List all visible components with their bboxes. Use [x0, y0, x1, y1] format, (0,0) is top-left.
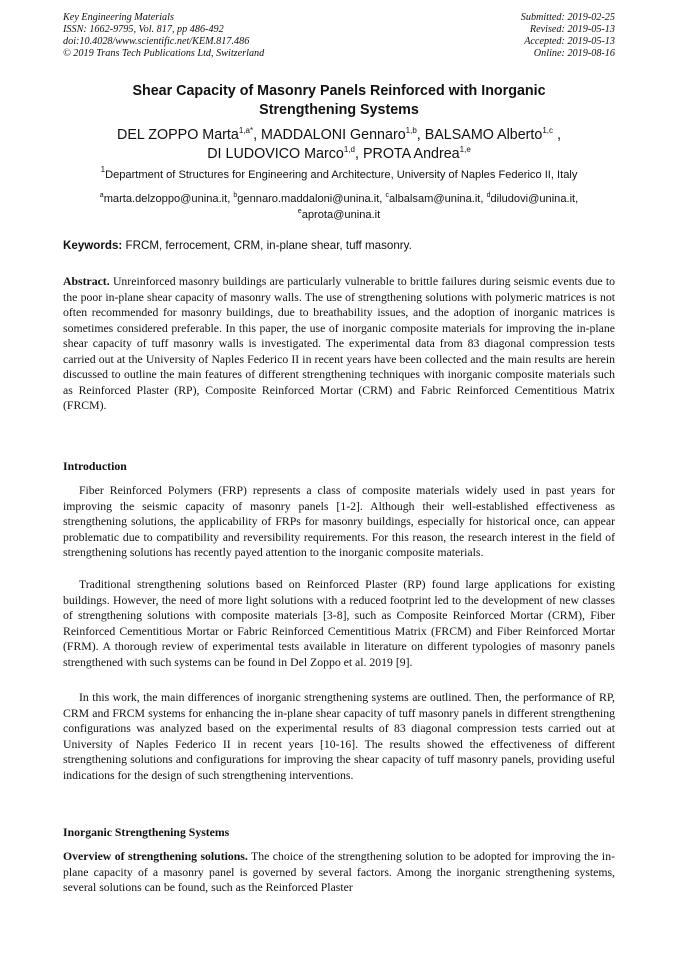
- online-date: Online: 2019-08-16: [533, 48, 615, 59]
- affiliation-mark: 1: [100, 165, 106, 174]
- intro-paragraph-3: In this work, the main differences of inorganic strengthening systems are outlined. Then, the performance of RP, CRM and FRCM systems for enhancing the in-plane shear capacity of tuff masonry panels in different strengthening configurations was analyzed based on the experimental results of 83 diagonal compression tests carried out at University of Naples Federico II in recent years [10-16]. The results showed the effectiveness of different strengthening solutions and configurations for improving the shear capacity of tuff masonry panels, providing useful indications for the design of such strengthening interventions.: [63, 691, 615, 782]
- author-separator: ,: [553, 127, 561, 143]
- copyright: © 2019 Trans Tech Publications Ltd, Switzerland: [63, 48, 265, 59]
- abstract-label: Abstract.: [63, 275, 110, 288]
- keywords: [63, 239, 615, 253]
- title-line-1: Shear Capacity of Masonry Panels Reinforced with Inorganic: [132, 83, 546, 99]
- author-name: DI LUDOVICO Marco: [207, 146, 344, 162]
- author-list: [63, 126, 615, 164]
- author-separator: ,: [416, 127, 425, 143]
- email-mark: a: [99, 192, 104, 199]
- abstract-text: Unreinforced masonry buildings are particularly vulnerable to brittle failures during seismic events due to the poor in-plane shear capacity of masonry walls. The use of strengthening solutions with polymeric matrices is not often recommended for masonry buildings, due to breathability issues, and the adoption of inorganic matrices is sometimes considered preferable. In this paper, the use of inorganic composite materials for improving the in-plane shear capacity of tuff masonry walls is investigated. The experimental data from 83 diagonal compression tests carried out at the University of Naples Federico II in recent years have been collected and the main results are herein discussed to outline the main features of different strengthening techniques with inorganic composite materials such as Reinforced Plaster (RP), Composite Reinforced Mortar (CRM) and Fabric Reinforced Cementitious Matrix (FRCM).: [63, 275, 615, 413]
- intro-paragraph-1: Fiber Reinforced Polymers (FRP) represents a class of composite materials widely used in past years for improving the seismic capacity of masonry panels [1-2]. Although their well-established effectiveness as strengthening solutions, the applicability of FRPs for masonry buildings, especially for historical once, can appear problematic due to compatibility and reversibility requirements. For this reason, the research interest in the field of strengthening solutions has recently payed attention to the inorganic composite materials.: [63, 484, 615, 560]
- email-mark: b: [233, 192, 238, 199]
- author-affil-mark: 1,d: [343, 145, 355, 154]
- header-right: [521, 12, 615, 60]
- author-name: MADDALONI Gennaro: [261, 127, 406, 143]
- affiliation: [63, 165, 615, 182]
- revised-date: Revised: 2019-05-13: [529, 24, 615, 35]
- author-affil-mark: 1,a*: [238, 126, 254, 135]
- header-left: [63, 12, 264, 60]
- author-separator: ,: [253, 127, 262, 143]
- author-affil-mark: 1,e: [459, 145, 471, 154]
- subsection-lead: Overview of strengthening solutions.: [63, 850, 248, 863]
- inorganic-paragraph-1: [63, 849, 615, 896]
- email-mark: d: [486, 192, 491, 199]
- keywords-text: FRCM, ferrocement, CRM, in-plane shear, tuff masonry.: [122, 239, 412, 252]
- email-link[interactable]: albalsam@unina.it,: [388, 193, 487, 205]
- title-line-2: Strengthening Systems: [259, 102, 419, 118]
- email-link[interactable]: marta.delzoppo@unina.it,: [103, 193, 234, 205]
- affiliation-text: Department of Structures for Engineering and Architecture, University of Naples Federico II, Italy: [105, 169, 578, 181]
- doi: doi:10.4028/www.scientific.net/KEM.817.486: [63, 36, 250, 47]
- section-heading-inorganic: Inorganic Strengthening Systems: [63, 826, 230, 839]
- email-mark: c: [385, 192, 389, 199]
- journal-name: Key Engineering Materials: [63, 12, 174, 23]
- author-name: DEL ZOPPO Marta: [117, 127, 239, 143]
- paper-title: [63, 82, 615, 120]
- author-affil-mark: 1,b: [405, 126, 417, 135]
- author-name: BALSAMO Alberto: [424, 127, 543, 143]
- email-list: [63, 191, 615, 223]
- accepted-date: Accepted: 2019-05-13: [524, 36, 615, 47]
- inorganic-text: The choice of the strengthening solution to be adopted for improving the in-plane capacity of a masonry panel is governed by several factors. Among the inorganic strengthening systems, several solutions can be found, such as the Reinforced Plaster: [63, 850, 615, 895]
- abstract: [63, 274, 615, 414]
- email-mark: e: [297, 208, 302, 215]
- email-link[interactable]: diludovi@unina.it,: [490, 193, 579, 205]
- author-affil-mark: 1,c: [542, 126, 554, 135]
- author-separator: ,: [355, 146, 363, 162]
- section-heading-introduction: Introduction: [63, 460, 127, 473]
- author-name: PROTA Andrea: [362, 146, 460, 162]
- keywords-label: Keywords:: [63, 239, 123, 252]
- issn: ISSN: 1662-9795, Vol. 817, pp 486-492: [63, 24, 224, 35]
- email-link[interactable]: aprota@unina.it: [301, 209, 381, 221]
- submitted-date: Submitted: 2019-02-25: [520, 12, 615, 23]
- email-link[interactable]: gennaro.maddaloni@unina.it,: [237, 193, 386, 205]
- intro-paragraph-2: Traditional strengthening solutions based on Reinforced Plaster (RP) found large applications for existing buildings. However, the need of more light solutions with a reduced footprint led to the development of new classes of strengthening solutions with composite materials [3-8], such as Composite Reinforced Mortar (CRM), Fiber Reinforced Cementitious Mortar or Fabric Reinforced Cementitious Matrix (FRCM) and Fiber Reinforced Mortar (FRM). A thorough review of experimental tests available in literature on different typologies of masonry panels strengthened with such systems can be found in Del Zoppo et al. 2019 [9].: [63, 578, 615, 669]
